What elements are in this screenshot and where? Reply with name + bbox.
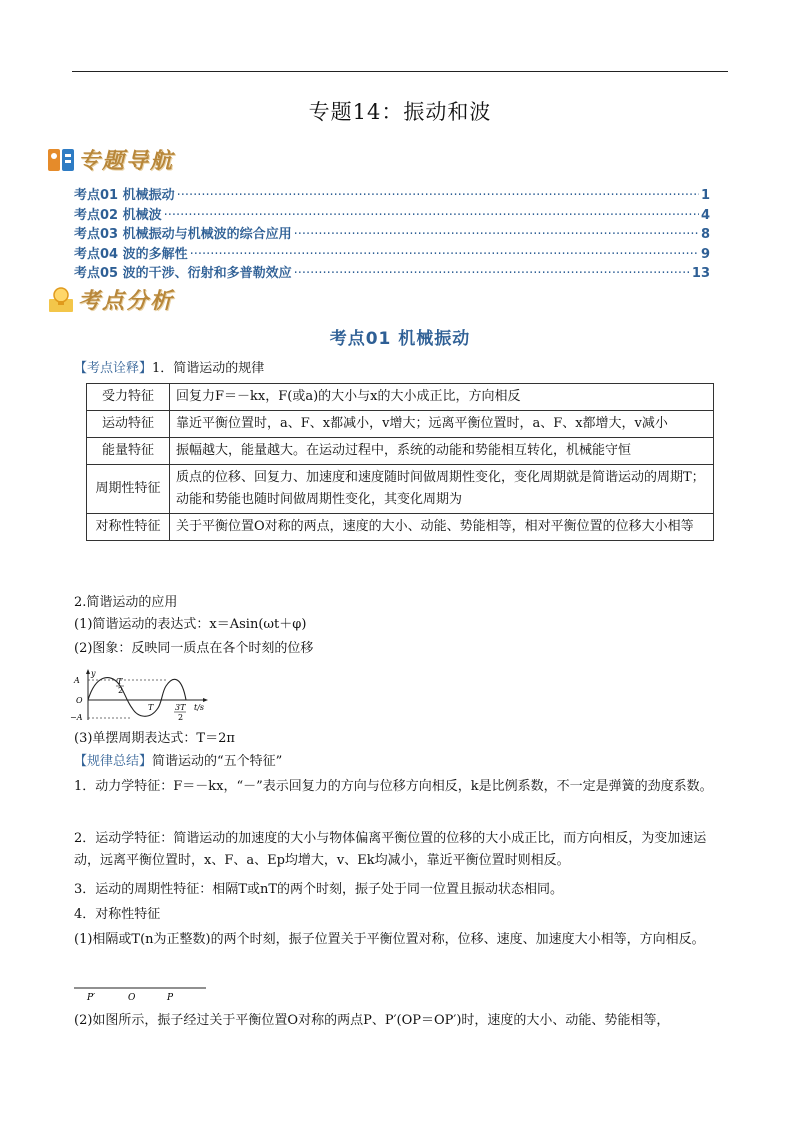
analysis-banner-text: 考点分析 xyxy=(78,289,175,314)
table-of-contents xyxy=(74,184,710,282)
table-row xyxy=(87,438,714,465)
toc-item[interactable]: 考点04 波的多解性 ····· 9 xyxy=(74,243,710,263)
label-half-period-den: 2 xyxy=(118,686,124,695)
label-three-half-num: 3T xyxy=(175,703,186,712)
table-head-cell: 运动特征 xyxy=(87,411,170,438)
label-negA: −A xyxy=(70,713,83,722)
label-O: O xyxy=(76,696,83,705)
analysis-banner xyxy=(46,284,174,315)
rule-item-3: 3．运动的周期性特征：相隔T或nT的两个时刻，振子处于同一位置且振动状态相同。 xyxy=(74,882,563,897)
table-body-cell: 质点的位移、回复力、加速度和速度随时间做周期性变化，变化周期就是简谐运动的周期T；动能和势能也随时间做周期性变化，其变化周期为 xyxy=(170,465,714,514)
sine-curve xyxy=(88,678,186,717)
compass-icon xyxy=(46,145,76,175)
rule-text: 简谐运动的“五个特征” xyxy=(152,754,283,769)
x-axis-arrow xyxy=(203,698,208,702)
rule-line xyxy=(74,751,730,773)
table-body-cell: 靠近平衡位置时，a、F、x都减小，v增大；远离平衡位置时，a、F、x都增大，v减小 xyxy=(170,411,714,438)
table-head-cell: 能量特征 xyxy=(87,438,170,465)
interpretation-text: 1．简谐运动的规律 xyxy=(152,361,265,376)
table-body-cell: 振幅越大，能量越大。在运动过程中，系统的动能和势能相互转化，机械能守恒 xyxy=(170,438,714,465)
table-body-cell: 关于平衡位置O对称的两点，速度的大小、动能、势能相等，相对平衡位置的位移大小相等 xyxy=(170,514,714,541)
sine-wave-graph xyxy=(70,668,220,724)
rule-item-4a: (1)相隔或T(n为正整数)的两个时刻，振子位置关于平衡位置对称，位移、速度、加速度大小相等，方向相反。 xyxy=(74,932,705,947)
table-body-cell: 回复力F＝－kx，F(或a)的大小与x的大小成正比，方向相反 xyxy=(170,384,714,411)
application-item-3: (3)单摆周期表达式：T＝2π xyxy=(74,731,235,746)
point-p-prime: P′ xyxy=(87,993,96,1003)
nav-banner-text: 专题导航 xyxy=(78,149,175,174)
interpretation-tag: 【考点诠释】 xyxy=(74,361,153,376)
section-title: 考点01 机械振动 xyxy=(329,329,471,349)
label-t-unit: t/s xyxy=(194,703,205,712)
table-row xyxy=(87,465,714,514)
table-row xyxy=(87,384,714,411)
application-item-1: (1)简谐运动的表达式：x＝Asin(ωt＋φ) xyxy=(74,617,307,632)
nav-banner xyxy=(46,144,174,175)
label-period: T xyxy=(148,703,154,712)
table-head-cell: 受力特征 xyxy=(87,384,170,411)
rule-tag: 【规律总结】 xyxy=(74,754,153,769)
application-title: 2.简谐运动的应用 xyxy=(74,595,178,610)
point-o: O xyxy=(128,993,136,1003)
harmonic-motion-table xyxy=(86,383,714,541)
symmetry-axis-figure xyxy=(70,980,210,1006)
lightbulb-book-icon xyxy=(46,285,76,315)
toc-item[interactable]: 考点01 机械振动 ····· 1 xyxy=(74,184,710,204)
label-y: y xyxy=(91,669,96,678)
label-half-period-num: T xyxy=(117,677,123,686)
table-head-cell: 周期性特征 xyxy=(87,465,170,514)
application-item-2: (2)图象：反映同一质点在各个时刻的位移 xyxy=(74,641,314,656)
toc-item[interactable]: 考点02 机械波 ····· 4 xyxy=(74,204,710,224)
header-rule xyxy=(72,71,728,72)
rule-item-2: 2．运动学特征：简谐运动的加速度的大小与物体偏离平衡位置的位移的大小成正比，而方向相反，为变加速运动，远离平衡位置时，x、F、a、Ep均增大，v、Ek均减小，靠近平衡位置时则相反。 xyxy=(74,831,707,868)
toc-item[interactable]: 考点05 波的干涉、衍射和多普勒效应 ····· 13 xyxy=(74,262,710,282)
table-row xyxy=(87,411,714,438)
document-title: 专题14：振动和波 xyxy=(308,100,492,124)
table-head-cell: 对称性特征 xyxy=(87,514,170,541)
rule-item-4: 4．对称性特征 xyxy=(74,907,161,922)
interpretation-line xyxy=(74,358,730,380)
toc-item[interactable]: 考点03 机械振动与机械波的综合应用 ····· 8 xyxy=(74,223,710,243)
y-axis-arrow xyxy=(86,669,90,674)
label-three-half-den: 2 xyxy=(178,713,184,722)
point-p: P xyxy=(167,993,174,1003)
rule-item-4b: (2)如图所示，振子经过关于平衡位置O对称的两点P、P′(OP＝OP′)时，速度的大小、动能、势能相等， xyxy=(74,1013,670,1028)
table-row xyxy=(87,514,714,541)
rule-item-1: 1．动力学特征：F＝－kx，“－”表示回复力的方向与位移方向相反，k是比例系数，不一定是弹簧的劲度系数。 xyxy=(74,779,713,794)
label-A: A xyxy=(74,676,80,685)
